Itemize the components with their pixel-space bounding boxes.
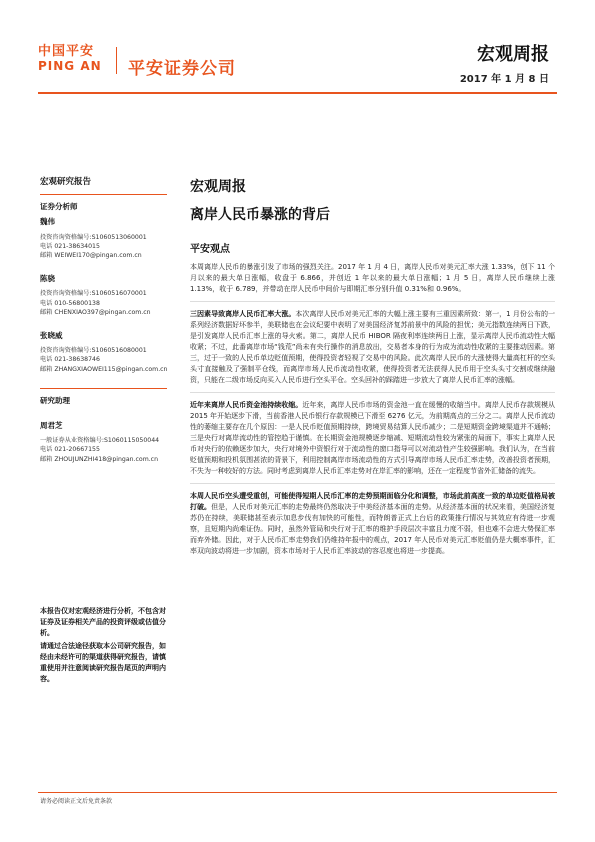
paragraph-block: [190, 483, 555, 563]
logo-divider: [116, 47, 117, 74]
analyst-license: 投资咨询资格编号:S1060516080001: [40, 347, 147, 355]
paragraph-lead: 近年来离岸人民币资金池持续收缩。: [190, 401, 303, 409]
report-date: 2017 年 1 月 8 日: [459, 74, 549, 85]
paragraph-body: 但是，人民币对美元汇率的走势最终仍然取决于中美经济基本面的走势。从经济基本面的状况来看，美国经济复苏仍在持续，美联储甚至表示加息步伐有加快的可能性，而特朗普正式上台后的政策推行情况与其效应有待进一步观察，且短期内尚难证伪。同时，虽然外管局和央行对于汇率的维护手段层次丰富且力度不弱，但也难不会进大势保汇率而弃外储。因此，对于人民币汇率走势我们仍维持年报中的观点，2017 年人民币对美元汇率贬值仍是大概率事件，汇率双向波动将进一步加剧，资本市场对于人民币汇率波动的容忍度也将进一步提高。: [190, 503, 556, 555]
analyst-name: 张晓威: [40, 331, 63, 341]
analyst-email: 邮箱 ZHANGXIAOWEI115@pingan.com.cn: [40, 365, 168, 373]
footer-disclaimer-note: 请务必阅读正文后免责条款: [40, 798, 113, 805]
assistant-card: [40, 421, 170, 464]
paragraph-lead: 本周人民币空头遭受重创，可能使得短期人民币汇率的走势预期面临分化和调整，市场此前高度一致的单边贬值格局被打破。: [190, 492, 555, 511]
analyst-phone: 电话 010-56800138: [40, 299, 100, 307]
report-title: 离岸人民币暴涨的背后: [190, 207, 330, 223]
analyst-card: [40, 217, 170, 260]
paragraph-block: [190, 392, 555, 483]
paragraph-block: [190, 301, 555, 392]
analyst-license: 投资咨询资格编号:S1060513060001: [40, 233, 147, 241]
sidebar-title: 宏观研究报告: [40, 177, 92, 187]
disclaimer-source: 请通过合法途径获取本公司研究报告，如经由未经许可的渠道获得研究报告，请慎重使用并注意阅读研究报告尾页的声明内容。: [40, 642, 166, 683]
analyst-email: 邮箱 WEIWEI170@pingan.com.cn: [40, 252, 142, 260]
paragraph-outlook: [190, 491, 555, 557]
assistant-email: 邮箱 ZHOUJUNZHI418@pingan.com.cn: [40, 455, 159, 463]
intro-paragraph: 本周离岸人民币的暴涨引发了市场的强烈关注。2017 年 1 月 4 日，离岸人民币对美元汇率大涨 1.33%，创下 11 个月以来的最大单日涨幅，收盘于 6.866，并创近 1 年以来的最大单日涨幅；1 月 5 日，离岸人民币继续上涨 1.13%，收于 6.789，并带动在岸人民币中间价与即期汇率分别升值 0.31%和 0.96%。: [190, 263, 555, 293]
assistant-license: 一般证券从业资格编号:S1060115050044: [40, 437, 160, 445]
paragraph-lead: 三因素导致离岸人民币汇率大涨。: [190, 310, 296, 318]
analyst-phone: 电话 021-38634015: [40, 242, 100, 250]
paragraph-body: 本次离岸人民币对美元汇率的大幅上涨主要有三重因素所致：第一，1 月份公布的一系列经济数据好坏参半，美联储也在会议纪要中表明了对美国经济复苏前景中的风险的担忧；美元指数连续两日下跌，是引发离岸人民币汇率上涨的导火索。第二，离岸人民币 HIBOR 隔夜利率连续两日上涨，显示离岸人民币流动性大幅收紧；不过，此番离岸市场“钱荒”尚未有央行操作的消息放出，交易者本身的行为成为流动性收紧的主要推动因素。第三，过于一致的人民币单边贬值预期，使得投资者轻视了交易中的风险。此次离岸人民币的大涨使得大量高杠杆的空头头寸直接触及了强制平仓线，而离岸市场人民币流动性收紧，使得投资者无法获得人民币用于空头头寸交割或继续融资，只能在二级市场反向买入人民币进行空头平仓。空头回补的踩踏进一步放大了离岸人民币汇率的涨幅。: [190, 310, 555, 384]
analysts-heading: 证券分析师: [40, 202, 78, 212]
paragraph-liquidity: [190, 400, 555, 477]
disclaimer-scope: 本报告仅对宏观经济进行分析，不包含对证券及证券相关产品的投资评级或估值分析。: [40, 607, 166, 637]
paragraph-three-factors: [190, 309, 555, 386]
report-header: [0, 0, 595, 110]
sidebar-divider: [40, 194, 167, 195]
analyst-name: 陈骁: [40, 274, 55, 284]
section-heading: 平安观点: [190, 244, 230, 255]
analyst-license: 投资咨询资格编号:S1060516070001: [40, 290, 147, 298]
header-divider: [38, 92, 557, 94]
company-name: 平安证券公司: [128, 59, 236, 79]
analyst-phone: 电话 021-38638746: [40, 356, 100, 364]
assistants-heading: 研究助理: [40, 395, 70, 405]
assistant-phone: 电话 021-20667155: [40, 446, 100, 454]
paragraph-body: 近年来，离岸人民币市场的资金池一直在缓慢的收缩当中。离岸人民币存款规模从 2015 年开始逐步下滑，当前香港人民币银行存款规模已下滑至 6276 亿元，为前期高点的三分之二。离岸人民币流动性的萎缩主要存在几个原因：一是人民币贬值预期持续，跨境贸易结算人民币减少；二是短期资金跨境渠道并不通畅；三是央行对离岸流动性的管控趋于谨慎。在长期资金池规模逐步缩减、短期流动性较为紧张的局面下，事实上离岸人民币对央行的依赖逐步加大，央行对境外中资银行对于流动性的窗口指导可以对流动性产生较强影响。我们认为，在当前贬值预期和投机氛围甚浓的背景下，利用控制离岸市场流动性的方式引导离岸市场人民币汇率走势，改善投资者预期，不失为一种较好的方法。同时考虑到离岸人民币汇率走势对在岸汇率的影响，还在一定程度节省外汇储备的流失。: [190, 401, 556, 475]
analyst-email: 邮箱 CHENXIAO397@pingan.com.cn: [40, 308, 151, 316]
sidebar-disclaimer: [40, 606, 170, 687]
assistant-name: 周君芝: [40, 421, 63, 431]
analyst-name: 魏伟: [40, 217, 55, 227]
paragraph-block: [190, 262, 555, 301]
logo-cn-text: 中国平安: [38, 44, 95, 59]
sidebar: [40, 178, 170, 478]
analyst-card: [40, 331, 170, 374]
main-content: [190, 178, 555, 563]
sidebar-divider: [40, 388, 167, 389]
report-type: 宏观周报: [477, 44, 549, 65]
main-kicker: 宏观周报: [190, 179, 246, 195]
analyst-card: [40, 274, 170, 317]
logo-en-text: PING AN: [38, 59, 102, 73]
footer-divider: [38, 792, 557, 793]
pingan-logo: [38, 45, 102, 73]
